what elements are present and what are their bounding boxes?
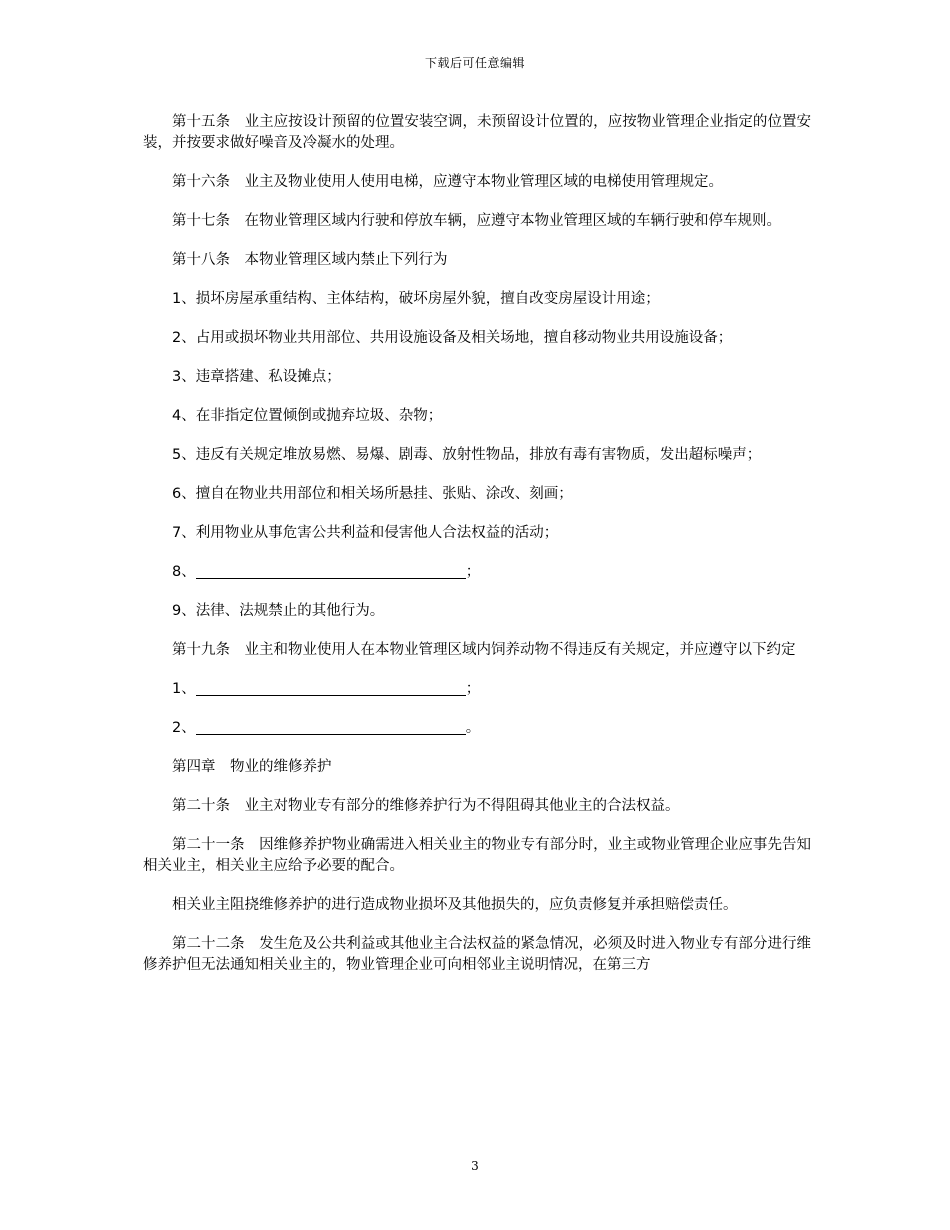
article-20: 第二十条 业主对物业专有部分的维修养护行为不得阻碍其他业主的合法权益。 [172, 798, 680, 814]
agreement-2-prefix: 2、 [172, 720, 196, 736]
page-header: 下载后可任意编辑 [424, 56, 525, 70]
article-17: 第十七条 在物业管理区域内行驶和停放车辆，应遵守本物业管理区域的车辆行驶和停车规则。 [172, 213, 781, 229]
agreement-item-1 [143, 679, 811, 700]
fill-in-blank [196, 720, 466, 735]
article-16: 第十六条 业主及物业使用人使用电梯，应遵守本物业管理区域的电梯使用管理规定。 [172, 174, 723, 190]
agreement-1-prefix: 1、 [172, 681, 196, 697]
prohibited-item-5: 5、违反有关规定堆放易燃、易爆、剧毒、放射性物品，排放有毒有害物质，发出超标噪声； [172, 447, 762, 463]
prohibited-item-6: 6、擅自在物业共用部位和相关场所悬挂、张贴、涂改、刻画； [172, 486, 573, 502]
prohibited-item-9: 9、法律、法规禁止的其他行为。 [172, 603, 385, 619]
prohibited-item-2: 2、占用或损坏物业共用部位、共用设施设备及相关场地，擅自移动物业共用设施设备； [172, 330, 733, 346]
prohibited-item-7: 7、利用物业从事危害公共利益和侵害他人合法权益的活动； [172, 525, 559, 541]
prohibited-item-8 [143, 562, 811, 583]
page-number: 3 [471, 1159, 479, 1173]
chapter-4-heading: 第四章 物业的维修养护 [172, 759, 332, 775]
prohibited-item-1: 1、损坏房屋承重结构、主体结构，破坏房屋外貌，擅自改变房屋设计用途； [172, 291, 660, 307]
agreement-item-2 [143, 718, 811, 739]
item-8-suffix: ； [465, 564, 481, 580]
article-18: 第十八条 本物业管理区域内禁止下列行为 [172, 252, 448, 268]
prohibited-item-3: 3、违章搭建、私设摊点； [172, 369, 341, 385]
article-22: 第二十二条 发生危及公共利益或其他业主合法权益的紧急情况，必须及时进入物业专有部分进行维修养护但无法通知相关业主的，物业管理企业可向相邻业主说明情况，在第三方 [143, 936, 811, 973]
prohibited-item-4: 4、在非指定位置倾倒或抛弃垃圾、杂物； [172, 408, 443, 424]
article-15: 第十五条 业主应按设计预留的位置安装空调，未预留设计位置的，应按物业管理企业指定的位置安装，并按要求做好噪音及冷凝水的处理。 [143, 114, 811, 151]
agreement-1-suffix: ； [465, 681, 481, 697]
item-8-prefix: 8、 [172, 564, 196, 580]
fill-in-blank [196, 681, 466, 696]
document-body [143, 112, 811, 994]
article-21: 第二十一条 因维修养护物业确需进入相关业主的物业专有部分时，业主或物业管理企业应事先告知相关业主，相关业主应给予必要的配合。 [143, 837, 811, 874]
article-21-clause: 相关业主阻挠维修养护的进行造成物业损坏及其他损失的，应负责修复并承担赔偿责任。 [172, 897, 738, 913]
article-19: 第十九条 业主和物业使用人在本物业管理区域内饲养动物不得违反有关规定，并应遵守以下约定 [172, 642, 796, 658]
agreement-2-suffix: 。 [465, 720, 481, 736]
fill-in-blank [196, 564, 466, 579]
